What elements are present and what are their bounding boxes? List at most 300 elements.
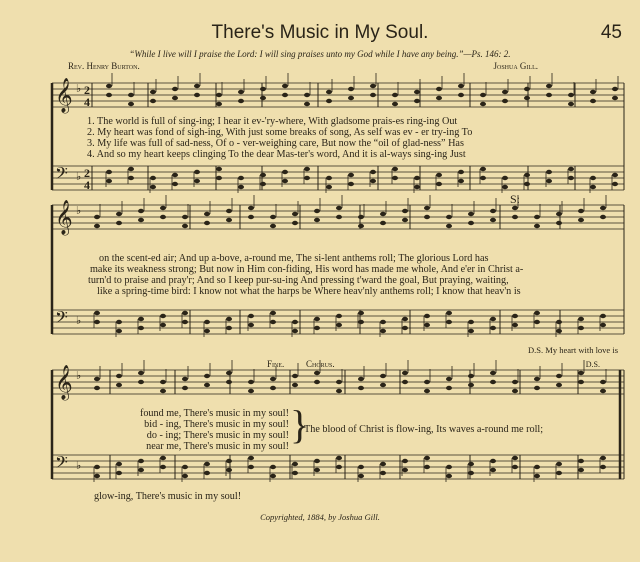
note-head: [612, 173, 618, 177]
note-head: [556, 374, 562, 378]
note-head: [358, 377, 364, 381]
note-head: [248, 206, 254, 210]
note-head: [546, 93, 552, 97]
note-head: [568, 167, 574, 171]
note-head: [172, 182, 178, 186]
note-head: [380, 329, 386, 333]
note-head: [182, 386, 188, 390]
lyric-verse-4: 4. And so my heart keeps clinging To the dear Mas-ter's word, And it is al-ways sing-ing Just: [87, 149, 466, 160]
note-head: [248, 389, 254, 393]
note-head: [468, 329, 474, 333]
note-head: [556, 221, 562, 225]
note-head: [370, 179, 376, 183]
note-head: [612, 182, 618, 186]
note-head: [380, 462, 386, 466]
note-head: [138, 326, 144, 330]
bass-clef-icon: 𝄢: [55, 454, 68, 476]
note-head: [336, 215, 342, 219]
note-head: [556, 329, 562, 333]
note-head: [248, 456, 254, 460]
note-head: [138, 371, 144, 375]
note-head: [182, 320, 188, 324]
note-head: [304, 102, 310, 106]
note-head: [490, 317, 496, 321]
note-head: [260, 173, 266, 177]
note-head: [534, 474, 540, 478]
note-head: [578, 380, 584, 384]
note-head: [490, 371, 496, 375]
time-signature-bottom: 4: [84, 178, 90, 192]
note-head: [238, 185, 244, 189]
note-head: [160, 323, 166, 327]
note-head: [490, 326, 496, 330]
verse-brace: }: [290, 402, 310, 447]
note-head: [490, 209, 496, 213]
note-head: [370, 93, 376, 97]
note-head: [160, 314, 166, 318]
flat-icon: ♭: [76, 83, 82, 95]
note-head: [204, 212, 210, 216]
note-head: [160, 389, 166, 393]
note-head: [600, 380, 606, 384]
note-head: [458, 179, 464, 183]
note-head: [348, 87, 354, 91]
chorus-marker: Chorus.: [306, 359, 335, 369]
copyright-notice: Copyrighted, 1884, by Joshua Gill.: [260, 512, 380, 522]
note-head: [546, 179, 552, 183]
note-head: [336, 389, 342, 393]
note-head: [512, 465, 518, 469]
note-head: [182, 215, 188, 219]
flat-icon: ♭: [76, 370, 82, 382]
flat-icon: ♭: [76, 460, 82, 472]
note-head: [314, 468, 320, 472]
note-head: [94, 224, 100, 228]
note-head: [260, 87, 266, 91]
note-head: [534, 465, 540, 469]
lyric-verse-2: bid - ing, There's music in my soul!: [144, 419, 289, 430]
note-head: [458, 93, 464, 97]
note-head: [270, 215, 276, 219]
note-head: [94, 465, 100, 469]
time-signature-bottom: 4: [84, 95, 90, 109]
note-head: [436, 96, 442, 100]
note-head: [392, 102, 398, 106]
note-head: [358, 320, 364, 324]
final-lyric: glow-ing, There's music in my soul!: [94, 491, 242, 502]
note-head: [556, 320, 562, 324]
time-signature-top: 2: [84, 83, 90, 97]
note-head: [392, 93, 398, 97]
lyric-verse-4: like a spring-time bird: I know not what the harps be Where heav'nly anthems roll; I know that heav'n is: [97, 286, 521, 297]
note-head: [578, 326, 584, 330]
lyric-verse-1: found me, There's music in my soul!: [139, 408, 289, 419]
note-head: [414, 185, 420, 189]
note-head: [94, 474, 100, 478]
note-head: [326, 176, 332, 180]
note-head: [380, 221, 386, 225]
note-head: [336, 380, 342, 384]
note-head: [468, 462, 474, 466]
note-head: [172, 96, 178, 100]
note-head: [226, 209, 232, 213]
note-head: [292, 374, 298, 378]
note-head: [238, 99, 244, 103]
note-head: [502, 176, 508, 180]
note-head: [226, 459, 232, 463]
note-head: [282, 170, 288, 174]
note-head: [238, 176, 244, 180]
note-head: [292, 471, 298, 475]
flat-icon: ♭: [76, 171, 82, 183]
note-head: [128, 102, 134, 106]
note-head: [534, 224, 540, 228]
note-head: [116, 471, 122, 475]
note-head: [204, 320, 210, 324]
note-head: [172, 173, 178, 177]
note-head: [182, 377, 188, 381]
note-head: [216, 176, 222, 180]
note-head: [424, 314, 430, 318]
note-head: [546, 170, 552, 174]
note-head: [512, 323, 518, 327]
note-head: [468, 374, 474, 378]
note-head: [138, 468, 144, 472]
note-head: [204, 374, 210, 378]
note-head: [402, 218, 408, 222]
note-head: [128, 176, 134, 180]
note-head: [160, 206, 166, 210]
note-head: [326, 90, 332, 94]
note-head: [556, 383, 562, 387]
note-head: [612, 87, 618, 91]
note-head: [270, 311, 276, 315]
note-head: [424, 389, 430, 393]
note-head: [260, 96, 266, 100]
bass-clef-icon: 𝄢: [55, 165, 68, 187]
note-head: [502, 185, 508, 189]
note-head: [116, 212, 122, 216]
lyric-verse-2: 2. My heart was fond of sigh-ing, With just some breaks of song, As self was ev - er try-ing To: [87, 127, 473, 138]
note-head: [194, 179, 200, 183]
lyric-verse-4: near me, There's music in my soul!: [146, 441, 289, 452]
note-head: [160, 465, 166, 469]
note-head: [336, 206, 342, 210]
note-head: [524, 96, 530, 100]
note-head: [480, 93, 486, 97]
note-head: [204, 221, 210, 225]
note-head: [600, 215, 606, 219]
note-head: [314, 326, 320, 330]
note-head: [182, 465, 188, 469]
note-head: [226, 468, 232, 472]
note-head: [600, 456, 606, 460]
note-head: [106, 84, 112, 88]
note-head: [568, 102, 574, 106]
note-head: [348, 182, 354, 186]
note-head: [194, 84, 200, 88]
note-head: [612, 96, 618, 100]
note-head: [468, 471, 474, 475]
note-head: [292, 462, 298, 466]
note-head: [402, 468, 408, 472]
flat-icon: ♭: [76, 315, 82, 327]
note-head: [182, 224, 188, 228]
note-head: [304, 176, 310, 180]
note-head: [424, 323, 430, 327]
lyric-verse-1: on the scent-ed air; And up a-bove, a-round me, The si-lent anthems roll; The glorious Lord has: [99, 253, 489, 264]
note-head: [194, 93, 200, 97]
note-head: [336, 456, 342, 460]
note-head: [160, 456, 166, 460]
note-head: [314, 317, 320, 321]
note-head: [578, 371, 584, 375]
note-head: [380, 383, 386, 387]
note-head: [358, 215, 364, 219]
note-head: [534, 377, 540, 381]
note-head: [106, 170, 112, 174]
note-head: [348, 173, 354, 177]
note-head: [160, 215, 166, 219]
note-head: [480, 176, 486, 180]
note-head: [204, 329, 210, 333]
note-head: [358, 311, 364, 315]
note-head: [502, 90, 508, 94]
note-head: [94, 386, 100, 390]
note-head: [116, 320, 122, 324]
note-head: [512, 314, 518, 318]
note-head: [446, 311, 452, 315]
note-head: [138, 380, 144, 384]
note-head: [480, 102, 486, 106]
note-head: [182, 474, 188, 478]
note-head: [402, 326, 408, 330]
note-head: [204, 383, 210, 387]
note-head: [600, 389, 606, 393]
note-head: [546, 84, 552, 88]
note-head: [436, 87, 442, 91]
note-head: [138, 218, 144, 222]
treble-clef-icon: 𝄞: [55, 366, 73, 399]
note-head: [590, 99, 596, 103]
note-head: [106, 93, 112, 97]
note-head: [534, 311, 540, 315]
note-head: [512, 206, 518, 210]
note-head: [370, 84, 376, 88]
lyric-verse-1: 1. The world is full of sing-ing; I hear it ev-'ry-where, With gladsome prais-es ring-ing Out: [87, 116, 458, 127]
note-head: [314, 371, 320, 375]
note-head: [226, 326, 232, 330]
note-head: [446, 215, 452, 219]
note-head: [424, 206, 430, 210]
note-head: [94, 215, 100, 219]
note-head: [600, 206, 606, 210]
note-head: [216, 167, 222, 171]
chorus-lyric: The blood of Christ is flow-ing, Its waves a-round me roll;: [304, 424, 544, 435]
note-head: [358, 386, 364, 390]
note-head: [458, 84, 464, 88]
note-head: [138, 209, 144, 213]
note-head: [578, 209, 584, 213]
note-head: [160, 380, 166, 384]
segno-icon: S:: [510, 192, 521, 206]
note-head: [468, 212, 474, 216]
note-head: [326, 185, 332, 189]
note-head: [336, 314, 342, 318]
note-head: [480, 167, 486, 171]
note-head: [292, 329, 298, 333]
note-head: [446, 224, 452, 228]
note-head: [524, 173, 530, 177]
lyric-verse-3: do - ing; There's music in my soul!: [146, 430, 289, 441]
fine-marker: Fine.: [267, 359, 285, 369]
note-head: [490, 380, 496, 384]
note-head: [512, 380, 518, 384]
note-head: [282, 179, 288, 183]
note-head: [270, 224, 276, 228]
treble-clef-icon: 𝄞: [55, 79, 73, 112]
note-head: [512, 215, 518, 219]
note-head: [380, 320, 386, 324]
lyricist-credit: Rev. Henry Burton.: [68, 61, 140, 71]
note-head: [314, 380, 320, 384]
note-head: [314, 459, 320, 463]
note-head: [402, 459, 408, 463]
note-head: [150, 90, 156, 94]
note-head: [600, 465, 606, 469]
flat-icon: ♭: [76, 205, 82, 217]
note-head: [458, 170, 464, 174]
note-head: [292, 212, 298, 216]
note-head: [380, 374, 386, 378]
note-head: [128, 167, 134, 171]
note-head: [600, 314, 606, 318]
note-head: [358, 224, 364, 228]
note-head: [524, 182, 530, 186]
note-head: [446, 465, 452, 469]
note-head: [578, 459, 584, 463]
lyric-verse-3: 3. My life was full of sad-ness, Of o - ver-weighing care, But now the “oil of glad-ness” Has: [87, 138, 464, 149]
note-head: [248, 215, 254, 219]
note-head: [94, 320, 100, 324]
note-head: [116, 329, 122, 333]
time-signature-top: 2: [84, 166, 90, 180]
note-head: [204, 471, 210, 475]
note-head: [304, 167, 310, 171]
lyric-verse-2: make its weakness strong; But now in Him con-fiding, His word has made me whole, And e'er in Christ a-: [90, 264, 524, 275]
note-head: [282, 84, 288, 88]
note-head: [336, 465, 342, 469]
note-head: [590, 176, 596, 180]
note-head: [248, 380, 254, 384]
ds-marker: D.S.: [585, 360, 600, 369]
note-head: [270, 320, 276, 324]
note-head: [402, 371, 408, 375]
note-head: [150, 185, 156, 189]
note-head: [468, 221, 474, 225]
note-head: [568, 176, 574, 180]
page-number: 45: [600, 22, 622, 43]
note-head: [270, 386, 276, 390]
note-head: [490, 468, 496, 472]
lyric-verse-3: turn'd to praise and pray'r; And so I keep pur-su-ing And pressing t'ward the goal, But praying, waiting,: [88, 275, 509, 286]
note-head: [150, 99, 156, 103]
note-head: [402, 380, 408, 384]
note-head: [392, 176, 398, 180]
note-head: [172, 87, 178, 91]
note-head: [336, 323, 342, 327]
note-head: [578, 317, 584, 321]
note-head: [534, 320, 540, 324]
note-head: [424, 465, 430, 469]
note-head: [116, 383, 122, 387]
note-head: [226, 218, 232, 222]
note-head: [106, 179, 112, 183]
note-head: [468, 383, 474, 387]
note-head: [226, 317, 232, 321]
note-head: [292, 221, 298, 225]
note-head: [524, 87, 530, 91]
note-head: [216, 102, 222, 106]
note-head: [534, 215, 540, 219]
note-head: [248, 314, 254, 318]
note-head: [424, 215, 430, 219]
note-head: [216, 93, 222, 97]
note-head: [436, 173, 442, 177]
note-head: [512, 389, 518, 393]
note-head: [226, 380, 232, 384]
note-head: [436, 182, 442, 186]
scripture-epigraph: “While I live will I praise the Lord: I will sing praises unto my God while I have any being.”—Ps. 146: 2.: [129, 49, 511, 59]
note-head: [314, 218, 320, 222]
note-head: [204, 462, 210, 466]
note-head: [370, 170, 376, 174]
note-head: [348, 96, 354, 100]
note-head: [128, 93, 134, 97]
note-head: [414, 99, 420, 103]
note-head: [270, 474, 276, 478]
note-head: [568, 93, 574, 97]
note-head: [446, 377, 452, 381]
note-head: [490, 459, 496, 463]
note-head: [116, 462, 122, 466]
note-head: [490, 218, 496, 222]
note-head: [590, 90, 596, 94]
note-head: [446, 474, 452, 478]
note-head: [282, 93, 288, 97]
note-head: [116, 221, 122, 225]
note-head: [194, 170, 200, 174]
note-head: [556, 212, 562, 216]
note-head: [414, 176, 420, 180]
note-head: [468, 320, 474, 324]
note-head: [512, 456, 518, 460]
note-head: [94, 311, 100, 315]
note-head: [326, 99, 332, 103]
note-head: [248, 465, 254, 469]
note-head: [402, 209, 408, 213]
bass-clef-icon: 𝄢: [55, 309, 68, 331]
note-head: [150, 176, 156, 180]
note-head: [270, 465, 276, 469]
note-head: [358, 474, 364, 478]
note-head: [94, 377, 100, 381]
hymn-title: There's Music in My Soul.: [211, 22, 429, 43]
note-head: [578, 218, 584, 222]
note-head: [304, 93, 310, 97]
treble-clef-icon: 𝄞: [55, 201, 73, 234]
note-head: [292, 320, 298, 324]
